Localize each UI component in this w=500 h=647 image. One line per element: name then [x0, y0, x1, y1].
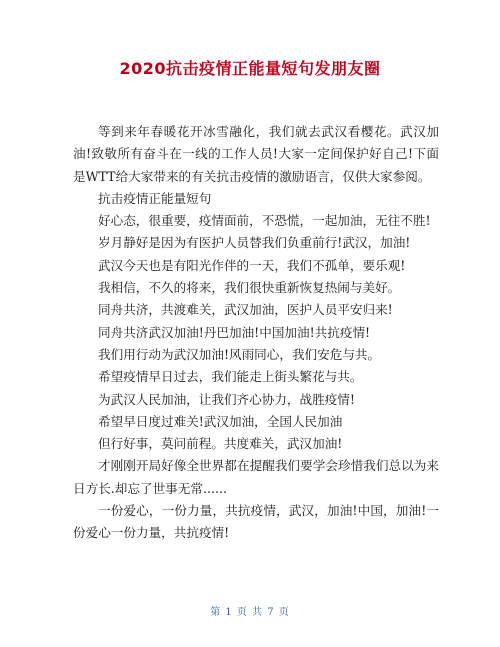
quote-line: 希望早日度过难关!武汉加油，全国人民加油 — [98, 413, 343, 429]
quote-paragraph: 才刚刚开局好像全世界都在提醒我们要学会珍惜我们总以为来日方长.却忘了世事无常...... — [73, 458, 439, 496]
quote-line: 希望疫情早日过去，我们能走上街头繁花与共。 — [98, 369, 363, 385]
quote-line: 同舟共济，共渡难关，武汉加油，医护人员平安归来! — [98, 302, 393, 318]
quote-line: 岁月静好是因为有医护人员替我们负重前行!武汉，加油! — [98, 235, 411, 251]
quote-line: 我们用行动为武汉加油!风雨同心，我们安危与共。 — [98, 346, 381, 362]
quote-line: 同舟共济武汉加油!丹巴加油!中国加油!共抗疫情! — [98, 324, 371, 340]
page-number: 第 1 页 共 7 页 — [210, 607, 290, 618]
document-body — [73, 121, 439, 545]
quote-line: 为武汉人民加油，让我们齐心协力，战胜疫情! — [98, 391, 355, 407]
section-heading: 抗击疫情正能量短句 — [98, 190, 212, 206]
closing-paragraph: 一份爱心，一份力量，共抗疫情，武汉，加油!中国，加油!一份爱心一份力量，共抗疫情! — [73, 503, 439, 541]
quote-line: 武汉今天也是有阳光作伴的一天，我们不孤单，要乐观! — [98, 257, 406, 273]
quote-line: 好心态，很重要，疫情面前，不恐慌，一起加油，无往不胜! — [98, 213, 431, 229]
intro-paragraph: 等到来年春暖花开冰雪融化，我们就去武汉看樱花。武汉加油!致敬所有奋斗在一线的工作人员!大家一定间保护好自己!下面是WTT给大家带来的有关抗击疫情的激励语言，仅供大家参阅。 — [73, 124, 439, 184]
quote-line: 但行好事，莫问前程。共度难关，武汉加油! — [98, 436, 343, 452]
document-title: 2020抗击疫情正能量短句发朋友圈 — [119, 59, 381, 78]
quote-line: 我相信，不久的将来，我们很快重新恢复热闹与美好。 — [98, 280, 401, 296]
